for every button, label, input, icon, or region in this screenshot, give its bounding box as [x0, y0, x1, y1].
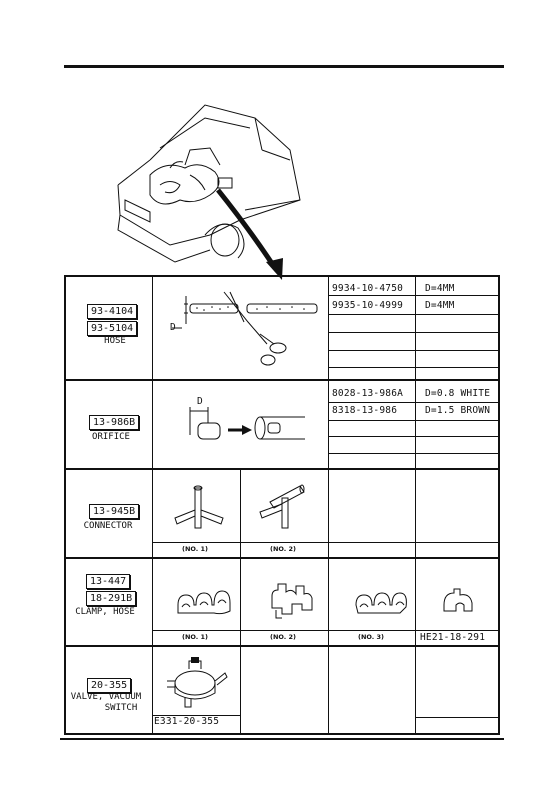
label-connector: CONNECTOR: [83, 521, 133, 531]
part-number-row2-2: 8318-13-986: [332, 405, 398, 416]
code-93-5104: 93-5104: [87, 321, 137, 336]
clamp-variant-no1: (NO. 1): [182, 633, 209, 641]
connector-no1-illustration: [165, 480, 245, 540]
label-switch: SWITCH: [104, 703, 138, 713]
label-valve-vacuum: VALVE, VACUUM: [70, 692, 142, 702]
vacuum-switch-valve-illustration: [163, 653, 233, 713]
hose-cutting-illustration: [152, 282, 322, 372]
clamp-part-number: HE21-18-291: [420, 632, 486, 643]
clamp-no3-illustration: [350, 585, 410, 625]
part-number-row2-1: 8028-13-986A: [332, 388, 404, 399]
label-orifice: ORIFICE: [92, 432, 130, 442]
hose-dim-label: D: [170, 322, 176, 333]
part-spec-row1-1: D=4MM: [425, 283, 455, 294]
clamp-variant-no2: (NO. 2): [270, 633, 297, 641]
part-spec-row1-2: D=4MM: [425, 300, 455, 311]
code-13-986b: 13-986B: [89, 415, 139, 430]
connector-variant-no1: (NO. 1): [182, 545, 209, 553]
code-18-291b: 18-291B: [86, 591, 136, 606]
clamp-variant-no3: (NO. 3): [358, 633, 385, 641]
valve-part-number: E331-20-355: [154, 716, 220, 727]
label-hose: HOSE: [104, 336, 126, 346]
code-13-945b: 13-945B: [89, 504, 139, 519]
label-clamp-hose: CLAMP, HOSE: [75, 607, 135, 617]
connector-no2-illustration: [252, 478, 332, 538]
code-13-447: 13-447: [86, 574, 130, 589]
connector-variant-no2: (NO. 2): [270, 545, 297, 553]
orifice-dim-label: D: [197, 396, 203, 407]
bottom-rule: [60, 738, 504, 740]
part-number-row1-1: 9934-10-4750: [332, 283, 404, 294]
clamp-no1-illustration: [172, 585, 232, 625]
code-20-355: 20-355: [87, 678, 131, 693]
part-spec-row2-2: D=1.5 BROWN: [425, 405, 491, 416]
code-93-4104: 93-4104: [87, 304, 137, 319]
part-spec-row2-1: D=0.8 WHITE: [425, 388, 491, 399]
clamp-no2-illustration: [262, 578, 322, 628]
part-number-row1-2: 9935-10-4999: [332, 300, 404, 311]
clamp-single-illustration: [440, 585, 480, 625]
